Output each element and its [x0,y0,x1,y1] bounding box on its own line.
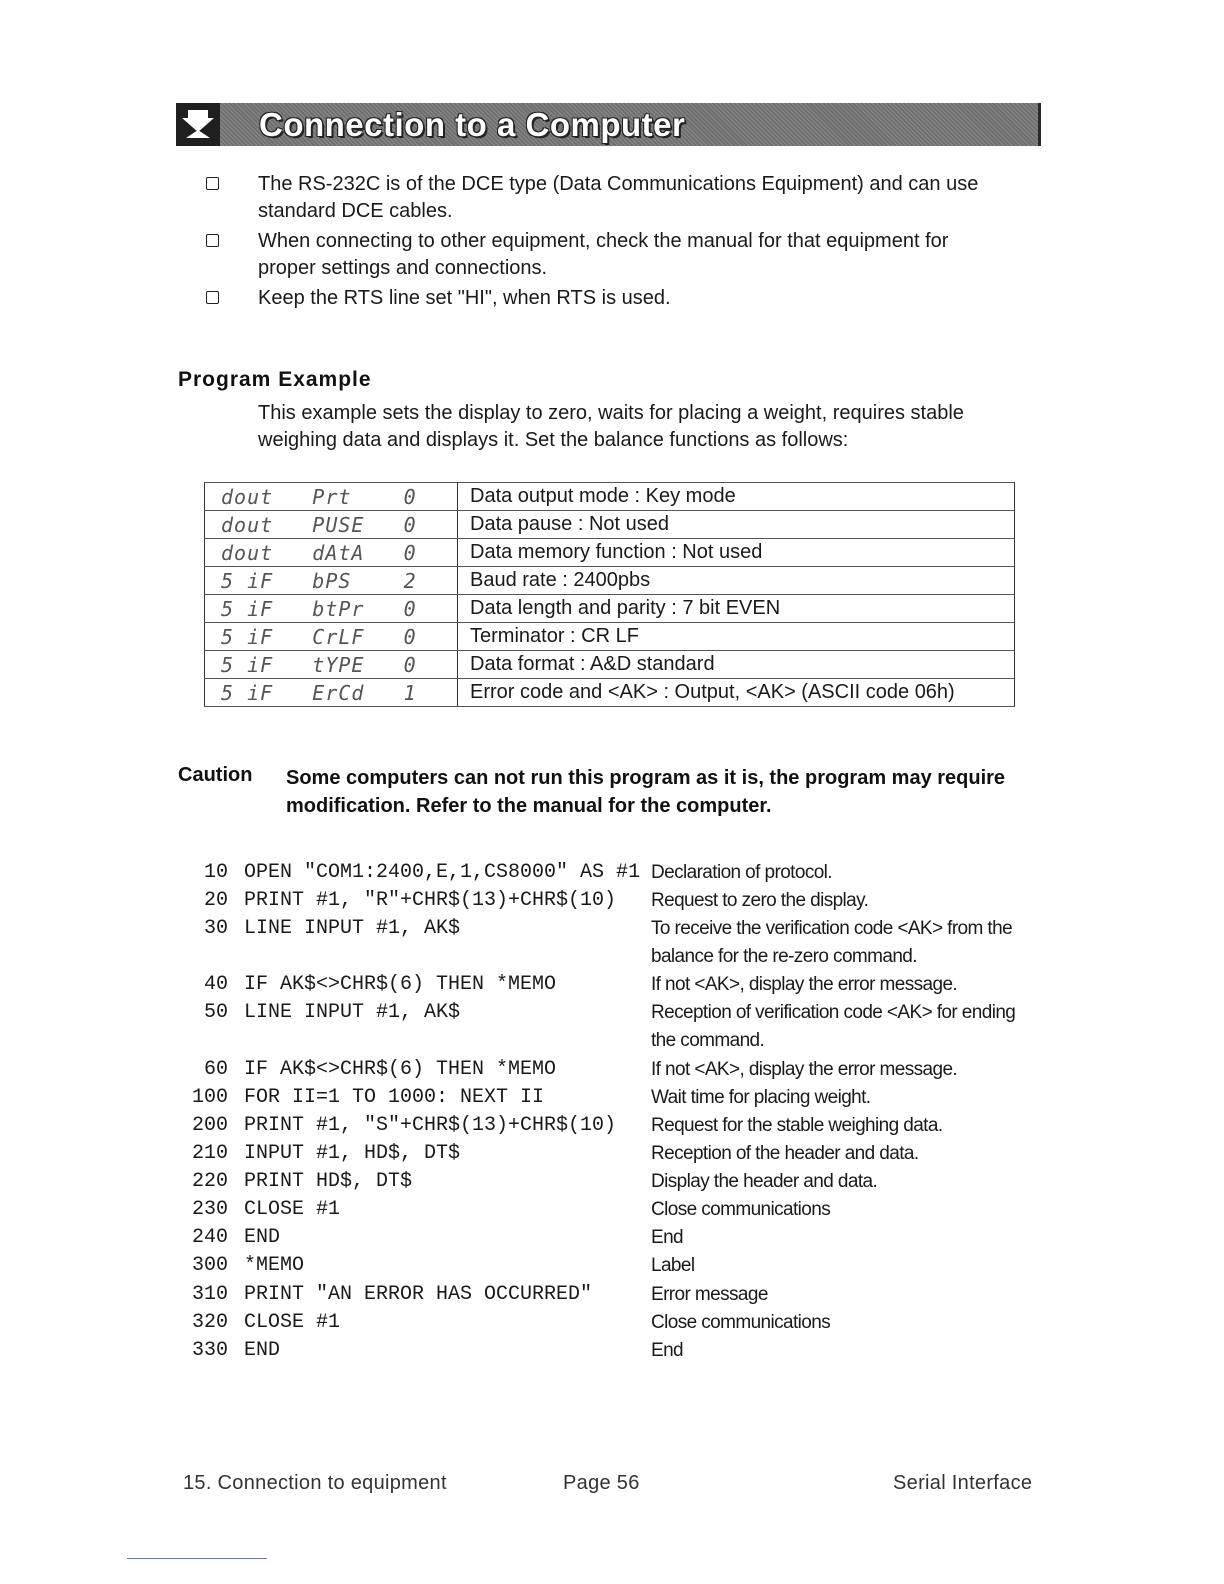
code-comment: Close communications [651,1199,831,1220]
code-comment: Close communications [651,1312,831,1333]
code-statement: CLOSE #1 [244,1311,341,1334]
code-comment: If not <AK>, display the error message. [651,974,958,995]
table-row [205,623,1015,651]
table-row [205,595,1015,623]
function-code: 5 iF btPr 0 [205,595,458,623]
function-description: Data pause : Not used [458,511,1015,539]
code-line [180,1140,640,1168]
table-row [205,651,1015,679]
line-number: 200 [191,1114,228,1137]
code-statement: FOR II=1 TO 1000: NEXT II [244,1086,545,1109]
checkbox-bullet-icon [206,234,219,247]
line-number: 220 [191,1170,228,1193]
function-description: Terminator : CR LF [458,623,1015,651]
function-description: Data format : A&D standard [458,651,1015,679]
table-row [205,539,1015,567]
line-number: 320 [191,1311,228,1334]
code-line [180,859,640,887]
code-statement: CLOSE #1 [244,1198,341,1221]
code-comment: End [651,1340,684,1361]
code-statement: PRINT HD$, DT$ [244,1170,413,1193]
code-comment: Reception of the header and data. [651,1143,919,1164]
line-number: 300 [191,1254,228,1277]
code-statement: *MEMO [244,1254,305,1277]
function-code: 5 iF ErCd 1 [205,679,458,707]
section-banner [176,103,1041,146]
divider [127,1558,267,1559]
code-line [180,887,640,915]
code-statement: IF AK$<>CHR$(6) THEN *MEMO [244,1058,557,1081]
code-line [180,1168,640,1196]
code-statement: LINE INPUT #1, AK$ [244,1001,461,1024]
line-number: 10 [203,861,228,884]
code-statement: END [244,1339,281,1362]
caution-text: Some computers can not run this program as it is, the program may require modification. Refer to the manual for the computer. [286,767,1006,817]
checkbox-bullet-icon [206,177,219,190]
code-statement: INPUT #1, HD$, DT$ [244,1142,461,1165]
function-code: 5 iF tYPE 0 [205,651,458,679]
footer-section: Serial Interface [893,1472,1033,1494]
code-comment: Declaration of protocol. [651,862,832,883]
caution-label: Caution [178,764,253,786]
checkbox-bullet-icon [206,291,219,304]
code-comment: Request to zero the display. [651,890,869,911]
table-row [205,483,1015,511]
code-statement: OPEN "COM1:2400,E,1,CS8000" AS #1 [244,861,641,884]
function-code: dout Prt 0 [205,483,458,511]
code-statement: END [244,1226,281,1249]
function-code: 5 iF bPS 2 [205,567,458,595]
code-comment: Wait time for placing weight. [651,1087,871,1108]
code-statement: PRINT "AN ERROR HAS OCCURRED" [244,1283,593,1306]
code-comment: Request for the stable weighing data. [651,1115,943,1136]
code-statement: LINE INPUT #1, AK$ [244,917,461,940]
table-row [205,679,1015,707]
line-number: 50 [203,1001,228,1024]
code-comment: Display the header and data. [651,1171,878,1192]
code-line [180,1056,640,1084]
line-number: 310 [191,1283,228,1306]
code-statement: IF AK$<>CHR$(6) THEN *MEMO [244,973,557,996]
line-number: 330 [191,1339,228,1362]
bullet-text: Keep the RTS line set "HI", when RTS is used. [258,287,671,309]
line-number: 230 [191,1198,228,1221]
function-code: dout dAtA 0 [205,539,458,567]
bullet-text: When connecting to other equipment, check the manual for that equipment for proper settings and connections. [258,230,949,279]
code-comment: If not <AK>, display the error message. [651,1059,958,1080]
line-number: 100 [191,1086,228,1109]
download-arrow-icon [176,103,220,146]
code-statement: PRINT #1, "S"+CHR$(13)+CHR$(10) [244,1114,617,1137]
line-number: 60 [203,1058,228,1081]
code-comment: Label [651,1255,695,1276]
table-row [205,567,1015,595]
function-description: Baud rate : 2400pbs [458,567,1015,595]
line-number: 240 [191,1226,228,1249]
code-comment: Error message [651,1284,768,1305]
code-line [180,971,640,999]
code-line [180,999,640,1027]
footer-chapter: 15. Connection to equipment [183,1472,447,1494]
line-number: 40 [203,973,228,996]
bullet-text: The RS-232C is of the DCE type (Data Communications Equipment) and can use standard DCE cables. [258,173,979,222]
function-code: dout PUSE 0 [205,511,458,539]
code-line [180,1337,640,1365]
code-line [180,915,640,943]
code-line [180,1281,640,1309]
function-description: Data length and parity : 7 bit EVEN [458,595,1015,623]
function-code: 5 iF CrLF 0 [205,623,458,651]
code-line [180,1224,640,1252]
section-heading: Program Example [178,368,372,391]
page-title: Connection to a Computer [259,106,686,143]
footer-page-number: Page 56 [563,1472,640,1494]
settings-table [204,482,1015,707]
code-line [180,1252,640,1280]
code-comment: End [651,1227,684,1248]
code-comment: Reception of verification code <AK> for ending the command. [651,1002,1016,1051]
code-line [180,1084,640,1112]
table-row [205,511,1015,539]
code-statement: PRINT #1, "R"+CHR$(13)+CHR$(10) [244,889,617,912]
function-description: Error code and <AK> : Output, <AK> (ASCII code 06h) [458,679,1015,707]
function-description: Data memory function : Not used [458,539,1015,567]
function-description: Data output mode : Key mode [458,483,1015,511]
line-number: 210 [191,1142,228,1165]
line-number: 20 [203,889,228,912]
code-line [180,1112,640,1140]
code-comment: To receive the verification code <AK> from the balance for the re-zero command. [651,918,1013,967]
line-number: 30 [203,917,228,940]
intro-paragraph: This example sets the display to zero, waits for placing a weight, requires stable weighing data and displays it. Set the balance functions as follows: [258,402,964,451]
code-line [180,1309,640,1337]
code-line [180,1196,640,1224]
